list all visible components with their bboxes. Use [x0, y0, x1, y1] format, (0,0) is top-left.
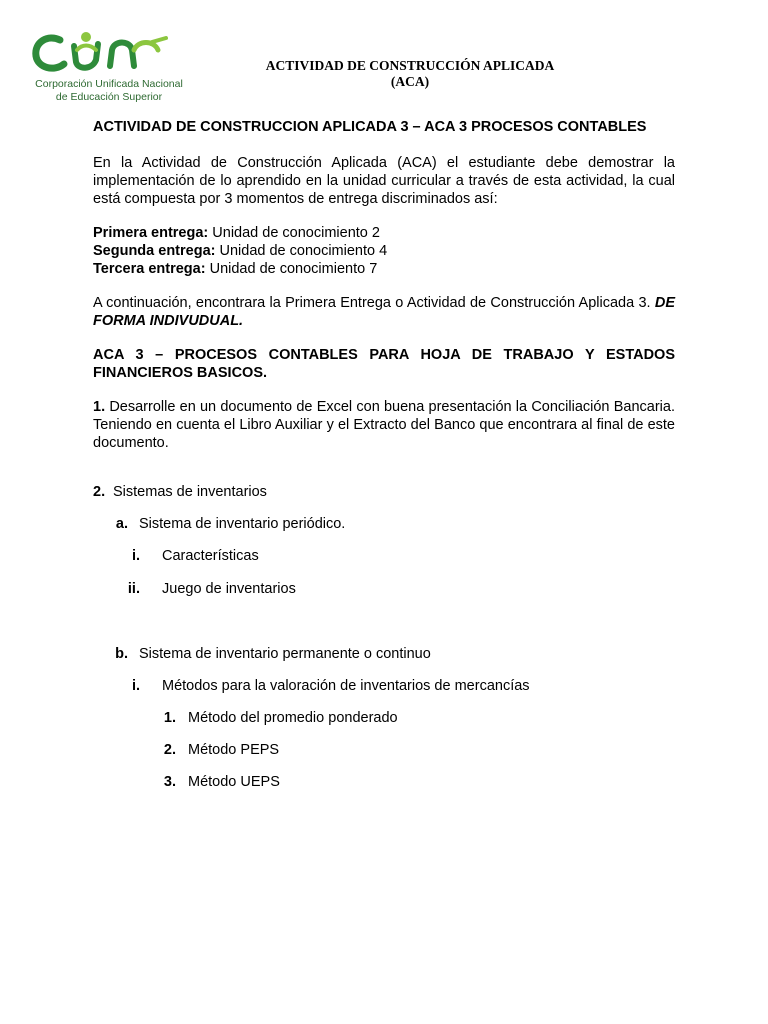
delivery-value: Unidad de conocimiento 7 — [205, 261, 378, 277]
header-title-line2: (ACA) — [390, 74, 430, 89]
cun-logo — [30, 28, 183, 108]
outline-text: Sistema de inventario permanente o continuo — [139, 646, 431, 662]
outline-text: Método PEPS — [188, 742, 280, 758]
document-header-title — [220, 58, 600, 90]
continuation-text: A continuación, encontrara la Primera Entrega o Actividad de Construcción Aplicada 3. — [93, 295, 655, 311]
outline-item-2a-ii — [118, 580, 296, 598]
outline-item-2b — [110, 645, 431, 663]
outline-item-2b-i-2 — [150, 741, 279, 759]
continuation-emphasis: DE FORMA INDIVUDUAL. — [93, 295, 675, 329]
outline-text: Sistema de inventario periódico. — [139, 516, 346, 532]
outline-marker: a. — [115, 516, 128, 532]
outline-text: Juego de inventarios — [162, 581, 296, 597]
item1-text: Desarrolle en un documento de Excel con buena presentación la Conciliación Bancaria. Teniendo en cuenta el Libro Auxiliar y el Extracto del Banco que encontrara al final de este documento. — [93, 399, 675, 451]
outline-item-2a — [110, 515, 345, 533]
delivery-label: Primera entrega: — [93, 225, 209, 241]
outline-marker: 2. — [93, 484, 106, 500]
outline-marker: ii. — [127, 581, 140, 597]
logo-caption-line2: de Educación Superior — [55, 91, 163, 103]
logo-caption-line1: Corporación Unificada Nacional — [35, 78, 183, 90]
main-heading: ACTIVIDAD DE CONSTRUCCION APLICADA 3 – ACA 3 PROCESOS CONTABLES — [93, 119, 647, 135]
outline-item-2b-i — [118, 677, 530, 695]
outline-marker: i. — [131, 548, 140, 564]
cun-logo-mark — [30, 28, 175, 78]
outline-text: Características — [162, 548, 259, 564]
item1-number: 1. — [93, 399, 106, 415]
outline-text: Método UEPS — [188, 774, 280, 790]
delivery-item — [93, 260, 675, 278]
outline-item-2b-i-1 — [150, 709, 398, 727]
outline-marker: b. — [115, 646, 128, 662]
outline-item-2 — [93, 483, 267, 501]
outline-marker: 2. — [163, 742, 176, 758]
outline-text: Método del promedio ponderado — [188, 710, 398, 726]
outline-text: Sistemas de inventarios — [113, 484, 267, 500]
outline-text: Métodos para la valoración de inventarios de mercancías — [162, 678, 530, 694]
document-body — [93, 118, 675, 452]
delivery-item — [93, 224, 675, 242]
delivery-label: Segunda entrega: — [93, 243, 216, 259]
delivery-label: Tercera entrega: — [93, 261, 206, 277]
outline-item-2a-i — [118, 547, 259, 565]
outline-marker: i. — [131, 678, 140, 694]
section-heading: ACA 3 – PROCESOS CONTABLES PARA HOJA DE TRABAJO Y ESTADOS FINANCIEROS BASICOS. — [93, 347, 675, 381]
header-title-line1: ACTIVIDAD DE CONSTRUCCIÓN APLICADA — [265, 58, 555, 73]
delivery-value: Unidad de conocimiento 2 — [208, 225, 380, 241]
outline-marker: 3. — [163, 774, 176, 790]
intro-paragraph: En la Actividad de Construcción Aplicada (ACA) el estudiante debe demostrar la implementación de lo aprendido en la unidad curricular a través de esta actividad, la cual está compuesta por 3 momentos de entrega discriminados así: — [93, 155, 675, 207]
continuation-paragraph — [93, 294, 675, 330]
outline-marker: 1. — [163, 710, 176, 726]
item1-paragraph — [93, 398, 675, 452]
delivery-item — [93, 242, 675, 260]
outline-item-2b-i-3 — [150, 773, 280, 791]
deliveries-list — [93, 224, 675, 278]
logo-caption — [34, 78, 184, 104]
delivery-value: Unidad de conocimiento 4 — [215, 243, 388, 259]
